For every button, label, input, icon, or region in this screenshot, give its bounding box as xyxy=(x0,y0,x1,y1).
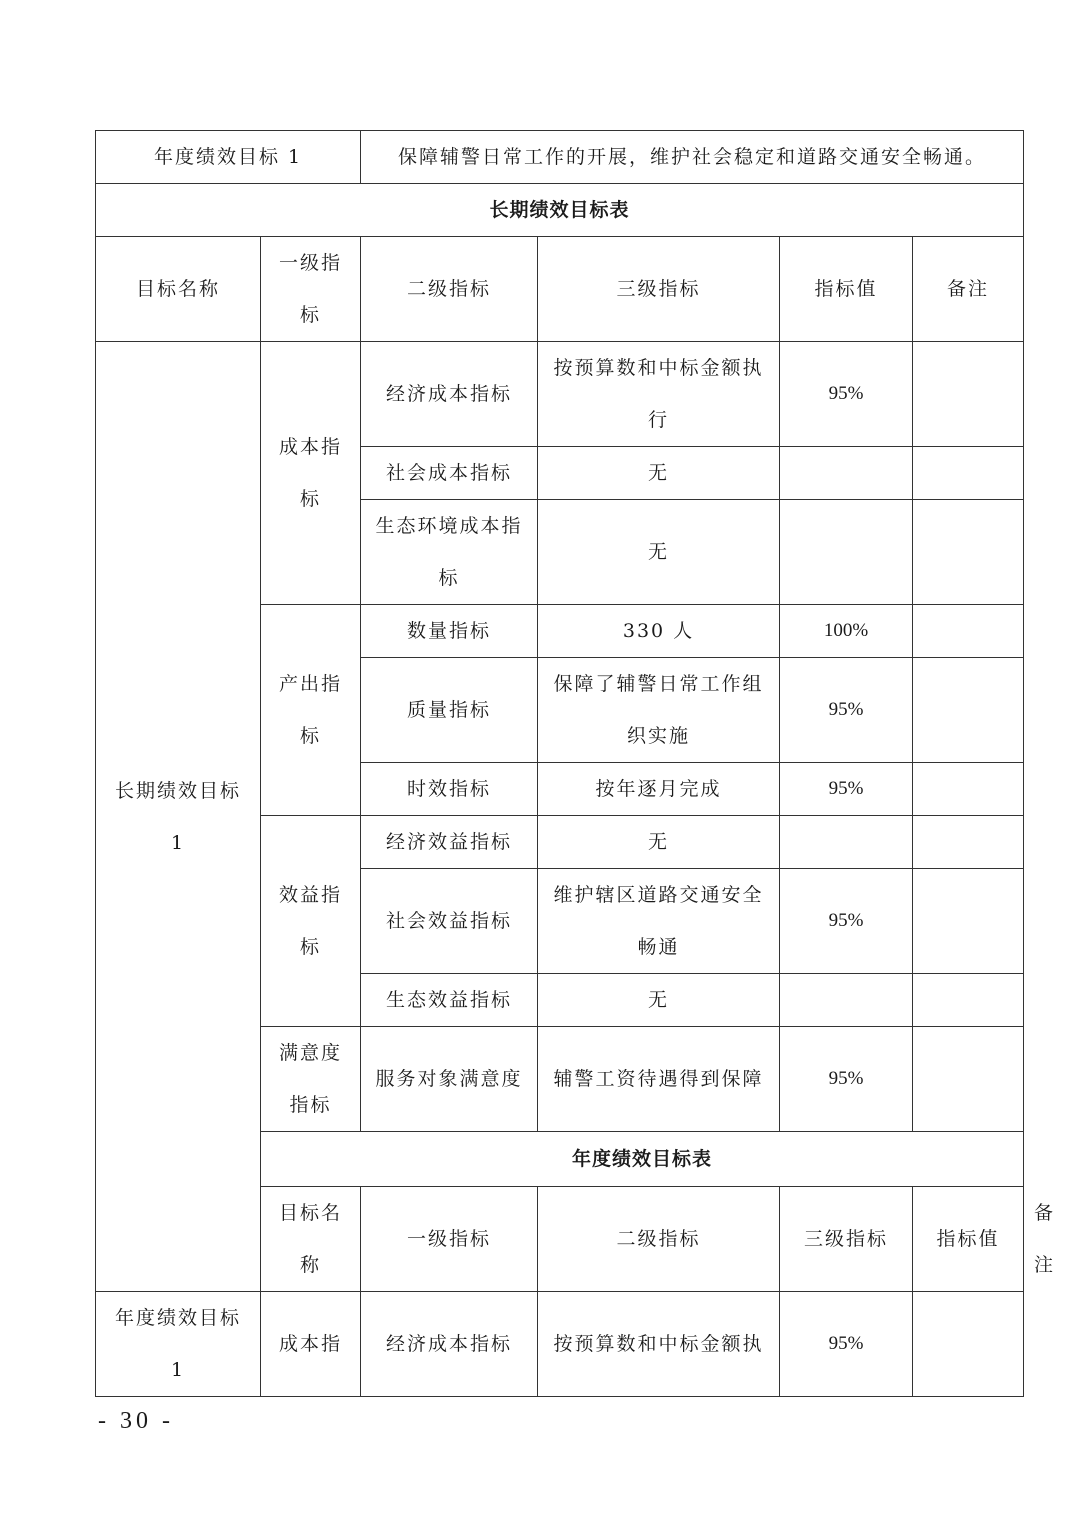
value-cell: 95% xyxy=(780,869,913,974)
table-row xyxy=(96,1292,1024,1397)
annual-goal-row xyxy=(96,131,1024,184)
long-term-title: 长期绩效目标表 xyxy=(96,184,1024,237)
level3-cell: 无 xyxy=(538,816,780,869)
level2-cell: 社会成本指标 xyxy=(361,447,538,500)
value-cell xyxy=(780,500,913,605)
value-cell: 100% xyxy=(780,605,913,658)
header-row xyxy=(96,237,1024,342)
note-cell xyxy=(913,658,1024,763)
value-cell: 95% xyxy=(780,763,913,816)
level2-cell: 社会效益指标 xyxy=(361,869,538,974)
level3-cell: 按年逐月完成 xyxy=(538,763,780,816)
note-cell xyxy=(913,342,1024,447)
note-cell xyxy=(913,447,1024,500)
level3-cell: 无 xyxy=(538,974,780,1027)
level3-cell: 维护辖区道路交通安全畅通 xyxy=(538,869,780,974)
header-level1: 一级指标 xyxy=(261,237,361,342)
level2-cell: 数量指标 xyxy=(361,605,538,658)
level1-output: 产出指标 xyxy=(261,605,361,816)
level1-benefit: 效益指标 xyxy=(261,816,361,1027)
level3-cell: 按预算数和中标金额执 xyxy=(538,1292,780,1397)
table-row xyxy=(96,342,1024,447)
goal-name-cell: 年度绩效目标 1 xyxy=(96,1292,261,1397)
value-cell xyxy=(780,974,913,1027)
level2-cell: 经济成本指标 xyxy=(361,342,538,447)
header-level3: 三级指标 xyxy=(538,237,780,342)
level2-cell: 经济效益指标 xyxy=(361,816,538,869)
level2-cell: 生态环境成本指标 xyxy=(361,500,538,605)
header-value: 指标值 xyxy=(913,1187,1024,1292)
value-cell xyxy=(780,447,913,500)
header-level3: 三级指标 xyxy=(780,1187,913,1292)
level2-cell: 生态效益指标 xyxy=(361,974,538,1027)
note-cell xyxy=(913,974,1024,1027)
annual-title: 年度绩效目标表 xyxy=(261,1132,1024,1187)
header-row: 目标名称 一级指标 二级指标 三级指标 指标值 备注 xyxy=(96,1187,1024,1292)
note-cell xyxy=(913,1292,1024,1397)
header-level1: 一级指标 xyxy=(361,1187,538,1292)
note-cell xyxy=(913,1027,1024,1132)
header-level2: 二级指标 xyxy=(538,1187,780,1292)
value-cell xyxy=(780,816,913,869)
note-cell xyxy=(913,605,1024,658)
value-cell: 95% xyxy=(780,342,913,447)
note-cell xyxy=(913,763,1024,816)
level3-cell: 无 xyxy=(538,500,780,605)
annual-goal-label: 年度绩效目标 1 xyxy=(96,131,361,184)
level2-cell: 质量指标 xyxy=(361,658,538,763)
header-goal-name: 目标名称 xyxy=(96,237,261,342)
note-cell xyxy=(913,816,1024,869)
level1-cell: 成本指 xyxy=(261,1292,361,1397)
header-goal-name: 目标名称 xyxy=(261,1187,361,1292)
level2-cell: 经济成本指标 xyxy=(361,1292,538,1397)
level2-cell: 服务对象满意度 xyxy=(361,1027,538,1132)
goal-name-cell: 长期绩效目标 1 xyxy=(96,342,261,1292)
level3-cell: 无 xyxy=(538,447,780,500)
level1-cost: 成本指标 xyxy=(261,342,361,605)
header-value: 指标值 xyxy=(780,237,913,342)
level3-cell: 330 人 xyxy=(538,605,780,658)
annual-goal-text: 保障辅警日常工作的开展，维护社会稳定和道路交通安全畅通。 xyxy=(361,131,1024,184)
value-cell: 95% xyxy=(780,1292,913,1397)
level3-cell: 按预算数和中标金额执行 xyxy=(538,342,780,447)
value-cell: 95% xyxy=(780,658,913,763)
level3-cell: 保障了辅警日常工作组织实施 xyxy=(538,658,780,763)
note-cell xyxy=(913,869,1024,974)
level1-satisfaction: 满意度指标 xyxy=(261,1027,361,1132)
header-level2: 二级指标 xyxy=(361,237,538,342)
header-note: 备注 xyxy=(913,237,1024,342)
level2-cell: 时效指标 xyxy=(361,763,538,816)
value-cell: 95% xyxy=(780,1027,913,1132)
note-cell xyxy=(913,500,1024,605)
performance-table xyxy=(95,130,1056,1397)
level3-cell: 辅警工资待遇得到保障 xyxy=(538,1027,780,1132)
section-title-row xyxy=(96,184,1024,237)
page-number: - 30 - xyxy=(98,1408,174,1434)
